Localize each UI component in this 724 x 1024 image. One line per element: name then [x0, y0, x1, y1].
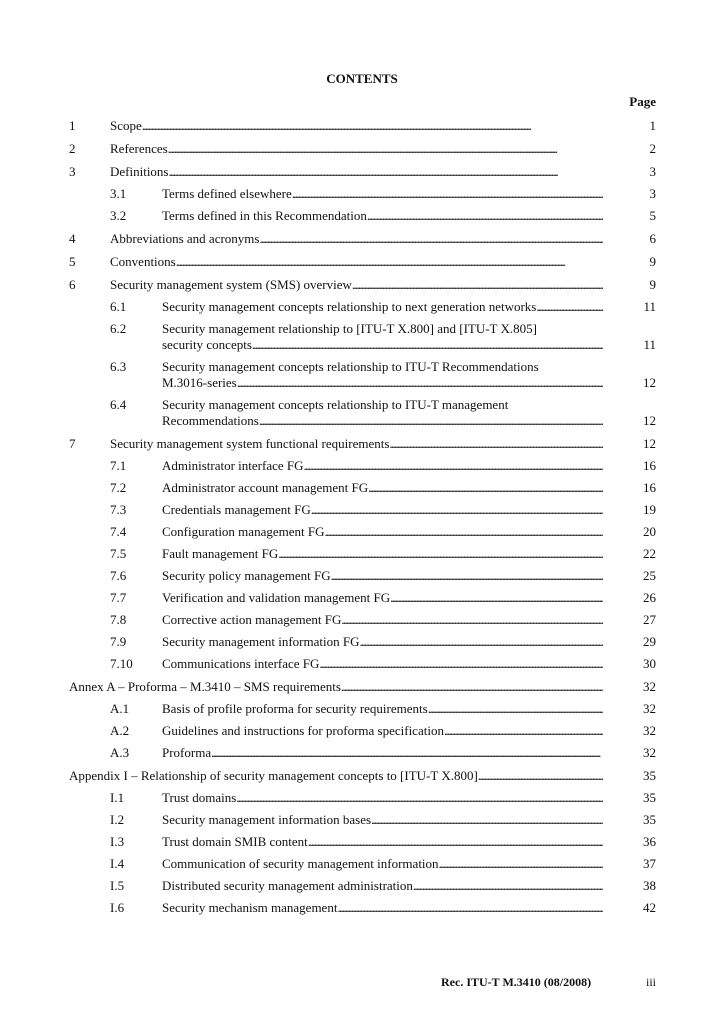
toc-entry[interactable] — [0, 141, 724, 157]
toc-entry[interactable] — [0, 834, 724, 850]
toc-entry[interactable] — [0, 612, 724, 628]
toc-entry-title-text: Terms defined in this Recommendation — [162, 208, 367, 223]
toc-entry-number: 2 — [69, 141, 76, 156]
toc-entry-title — [162, 524, 603, 540]
dot-leader — [304, 458, 603, 474]
toc-entry-page: 2 — [649, 141, 656, 156]
toc-entry-page: 12 — [643, 375, 656, 390]
toc-entry[interactable] — [0, 590, 724, 606]
toc-entry-title-text: References — [110, 141, 168, 156]
toc-entry-title-text: Abbreviations and acronyms — [110, 231, 260, 246]
toc-entry-title — [162, 856, 603, 872]
toc-entry-title-text: Administrator account management FG — [162, 480, 369, 495]
toc-entry-title — [162, 186, 603, 202]
toc-entry-page: 29 — [643, 634, 656, 649]
toc-entry-page: 25 — [643, 568, 656, 583]
toc-entry[interactable] — [0, 502, 724, 518]
toc-entry[interactable] — [0, 299, 724, 315]
toc-entry-title-text: Configuration management FG — [162, 524, 325, 539]
toc-entry[interactable] — [0, 812, 724, 828]
toc-entry[interactable] — [0, 208, 724, 224]
toc-entry-title-text: Proforma — [162, 745, 212, 760]
toc-entry[interactable] — [0, 277, 724, 293]
dot-leader — [259, 413, 603, 429]
toc-entry-title — [162, 701, 603, 717]
toc-entry-title — [162, 634, 603, 650]
dot-leader — [478, 768, 603, 784]
dot-leader — [169, 164, 604, 180]
toc-entry[interactable] — [0, 856, 724, 872]
toc-entry-title — [162, 723, 603, 739]
toc-entry-page: 32 — [643, 679, 656, 694]
toc-entry-title-text: Trust domains — [162, 790, 237, 805]
toc-entry-title-text: Terms defined elsewhere — [162, 186, 292, 201]
footer-reference: Rec. ITU-T M.3410 (08/2008) — [441, 975, 592, 989]
toc-entry[interactable] — [0, 546, 724, 562]
toc-entry-number: 6.3 — [110, 359, 127, 374]
dot-leader — [428, 701, 603, 717]
toc-entry-title-text: Basis of profile proforma for security requirements — [162, 701, 428, 716]
contents-title: CONTENTS — [326, 71, 398, 86]
toc-entry-title-text: Guidelines and instructions for proforma specification — [162, 723, 444, 738]
dot-leader — [341, 612, 603, 628]
toc-entry-title — [162, 790, 603, 806]
toc-entry[interactable] — [0, 634, 724, 650]
toc-entry-number: 7.10 — [110, 656, 133, 671]
toc-entry[interactable] — [0, 458, 724, 474]
toc-entry-title-line: Security management concepts relationship to ITU-T Recommendations — [162, 359, 539, 374]
toc-entry-page: 32 — [643, 701, 656, 716]
toc-entry-page: 38 — [643, 878, 656, 893]
toc-entry[interactable] — [0, 790, 724, 806]
toc-entry-page: 5 — [649, 208, 656, 223]
dot-leader — [252, 337, 603, 353]
toc-entry-page: 30 — [643, 656, 656, 671]
toc-entry[interactable] — [0, 436, 724, 452]
toc-entry-title — [162, 321, 603, 353]
toc-entry-number: 7.2 — [110, 480, 127, 495]
toc-entry-title-text: Communications interface FG — [162, 656, 320, 671]
toc-entry-title — [162, 656, 603, 672]
toc-entry-title — [162, 299, 603, 315]
toc-entry-page: 35 — [643, 768, 656, 783]
toc-entry-number: 3.2 — [110, 208, 127, 223]
toc-entry-number: I.5 — [110, 878, 125, 893]
toc-entry-title — [110, 436, 603, 452]
toc-entry-title-text: Fault management FG — [162, 546, 279, 561]
toc-entry-title-continuation: Recommendations — [162, 413, 259, 428]
toc-entry-number: 7.5 — [110, 546, 127, 561]
toc-entry-title — [110, 164, 603, 180]
toc-entry[interactable] — [0, 679, 724, 695]
toc-entry[interactable] — [0, 231, 724, 247]
dot-leader — [390, 590, 603, 606]
toc-entry-title — [162, 590, 603, 606]
toc-entry-number: I.6 — [110, 900, 125, 915]
toc-entry-page: 20 — [643, 524, 656, 539]
toc-entry-number: 3.1 — [110, 186, 127, 201]
toc-entry[interactable] — [0, 164, 724, 180]
dot-leader — [237, 375, 603, 391]
toc-entry-title — [162, 502, 603, 518]
toc-entry-number: 6 — [69, 277, 76, 292]
toc-entry-title-text: Conventions — [110, 254, 176, 269]
dot-leader — [142, 118, 603, 134]
dot-leader — [341, 679, 603, 695]
toc-entry-title-text: Trust domain SMIB content — [162, 834, 308, 849]
toc-entry-page: 42 — [643, 900, 656, 915]
dot-leader — [439, 856, 603, 872]
dot-leader — [278, 546, 603, 562]
page-column-label: Page — [629, 94, 656, 109]
toc-entry[interactable] — [0, 656, 724, 672]
toc-entry-page: 16 — [643, 458, 656, 473]
toc-entry-title-text: Security management system (SMS) overview — [110, 277, 352, 292]
toc-entry-page: 6 — [649, 231, 656, 246]
dot-leader — [259, 231, 603, 247]
toc-entry-title-text: Annex A – Proforma – M.3410 – SMS requirements — [69, 679, 341, 694]
toc-entry-title — [110, 231, 603, 247]
toc-entry[interactable] — [0, 186, 724, 202]
dot-leader — [319, 656, 603, 672]
toc-entry-page: 9 — [649, 254, 656, 269]
toc-entry-title — [162, 878, 603, 894]
toc-entry[interactable] — [0, 397, 724, 429]
dot-leader — [292, 186, 603, 202]
toc-entry-number: 3 — [69, 164, 76, 179]
toc-entry-number: 1 — [69, 118, 76, 133]
toc-entry-title-line: Security management concepts relationship to ITU-T management — [162, 397, 509, 412]
dot-leader — [413, 878, 603, 894]
toc-entry-number: 7.1 — [110, 458, 127, 473]
toc-entry-title-text: Appendix I – Relationship of security management concepts to [ITU-T X.800] — [69, 768, 478, 783]
toc-entry-page: 16 — [643, 480, 656, 495]
toc-entry-page: 27 — [643, 612, 656, 627]
dot-leader — [308, 834, 603, 850]
toc-entry-number: A.2 — [110, 723, 130, 738]
toc-entry-page: 19 — [643, 502, 656, 517]
toc-entry[interactable] — [0, 321, 724, 353]
toc-entry[interactable] — [0, 359, 724, 391]
toc-entry-number: I.4 — [110, 856, 125, 871]
toc-entry-number: 6.1 — [110, 299, 127, 314]
toc-entry-page: 35 — [643, 812, 656, 827]
toc-entry-number: 7.6 — [110, 568, 127, 583]
toc-entry-number: 7.7 — [110, 590, 127, 605]
toc-entry-title — [69, 679, 603, 695]
toc-entry-title-text: Security management system functional requirements — [110, 436, 390, 451]
dot-leader — [176, 254, 603, 270]
dot-leader — [236, 790, 603, 806]
dot-leader — [371, 812, 603, 828]
toc-entry-number: 5 — [69, 254, 76, 269]
toc-entry[interactable] — [0, 900, 724, 916]
toc-entry-title-text: Communication of security management information — [162, 856, 439, 871]
toc-entry-page: 26 — [643, 590, 656, 605]
toc-entry[interactable] — [0, 723, 724, 739]
toc-entry-number: I.3 — [110, 834, 125, 849]
dot-leader — [359, 634, 603, 650]
toc-entry-title — [110, 141, 603, 157]
toc-entry-title-text: Administrator interface FG — [162, 458, 304, 473]
dot-leader — [331, 568, 603, 584]
toc-entry-number: 7.9 — [110, 634, 127, 649]
toc-entry-page: 3 — [649, 164, 656, 179]
toc-entry-page: 32 — [643, 723, 656, 738]
toc-entry-title — [162, 359, 603, 391]
dot-leader — [367, 208, 603, 224]
toc-entry-title — [162, 812, 603, 828]
toc-entry-title-text: Security management information bases — [162, 812, 372, 827]
toc-entry-page: 1 — [649, 118, 656, 133]
toc-entry-number: A.1 — [110, 701, 130, 716]
toc-entry[interactable] — [0, 480, 724, 496]
toc-entry-page: 12 — [643, 413, 656, 428]
toc-entry-title — [110, 254, 603, 270]
toc-entry-page: 3 — [649, 186, 656, 201]
dot-leader — [444, 723, 603, 739]
toc-entry-number: I.2 — [110, 812, 125, 827]
toc-entry-title-text: Credentials management FG — [162, 502, 311, 517]
toc-entry-page: 12 — [643, 436, 656, 451]
toc-entry-title-continuation: security concepts — [162, 337, 252, 352]
toc-entry-title — [162, 568, 603, 584]
toc-entry-number: 7 — [69, 436, 76, 451]
toc-entry-page: 35 — [643, 790, 656, 805]
toc-entry[interactable] — [0, 118, 724, 134]
toc-entry-page: 36 — [643, 834, 656, 849]
toc-entry-title — [162, 208, 603, 224]
toc-entry-title-text: Security mechanism management — [162, 900, 338, 915]
toc-entry-title — [110, 277, 603, 293]
toc-entry-number: 6.2 — [110, 321, 127, 336]
toc-entry-title-text: Distributed security management administration — [162, 878, 413, 893]
dot-leader — [211, 745, 603, 761]
toc-entry-number: A.3 — [110, 745, 130, 760]
toc-entry-title-text: Security policy management FG — [162, 568, 331, 583]
toc-entry-number: 7.3 — [110, 502, 127, 517]
toc-entry-title-continuation: M.3016-series — [162, 375, 237, 390]
dot-leader — [368, 480, 603, 496]
toc-entry[interactable] — [0, 745, 724, 761]
toc-entry[interactable] — [0, 701, 724, 717]
toc-entry[interactable] — [0, 878, 724, 894]
dot-leader — [324, 524, 603, 540]
dot-leader — [311, 502, 603, 518]
dot-leader — [337, 900, 603, 916]
table-of-contents — [0, 118, 724, 916]
toc-entry-title-text: Scope — [110, 118, 142, 133]
toc-entry[interactable] — [0, 524, 724, 540]
toc-entry-number: 7.4 — [110, 524, 127, 539]
toc-entry-title-text: Definitions — [110, 164, 169, 179]
toc-entry-title — [69, 768, 603, 784]
toc-entry-title — [110, 118, 603, 134]
toc-entry-title — [162, 397, 603, 429]
toc-entry-title — [162, 745, 603, 761]
toc-entry-page: 11 — [643, 337, 656, 352]
toc-entry-number: 7.8 — [110, 612, 127, 627]
dot-leader — [536, 299, 603, 315]
toc-entry-page: 11 — [643, 299, 656, 314]
toc-entry-title — [162, 834, 603, 850]
toc-entry-title — [162, 458, 603, 474]
toc-entry-title — [162, 480, 603, 496]
dot-leader — [168, 141, 603, 157]
toc-entry-page: 9 — [649, 277, 656, 292]
toc-entry[interactable] — [0, 254, 724, 270]
toc-entry-title-line: Security management relationship to [ITU-T X.800] and [ITU-T X.805] — [162, 321, 537, 336]
toc-entry-page: 32 — [643, 745, 656, 760]
dot-leader — [389, 436, 603, 452]
toc-entry-page: 37 — [643, 856, 656, 871]
toc-entry-title-text: Verification and validation management FG — [162, 590, 391, 605]
toc-entry-title — [162, 900, 603, 916]
toc-entry-number: 4 — [69, 231, 76, 246]
toc-entry-number: I.1 — [110, 790, 125, 805]
toc-entry-number: 6.4 — [110, 397, 127, 412]
toc-entry[interactable] — [0, 568, 724, 584]
toc-entry-title — [162, 546, 603, 562]
toc-entry-title — [162, 612, 603, 628]
toc-entry-title-text: Security management information FG — [162, 634, 360, 649]
toc-entry-title-text: Security management concepts relationship to next generation networks — [162, 299, 537, 314]
toc-entry-title-text: Corrective action management FG — [162, 612, 342, 627]
footer-page-number: iii — [645, 975, 656, 989]
toc-entry-page: 22 — [643, 546, 656, 561]
dot-leader — [352, 277, 603, 293]
toc-entry[interactable] — [0, 768, 724, 784]
